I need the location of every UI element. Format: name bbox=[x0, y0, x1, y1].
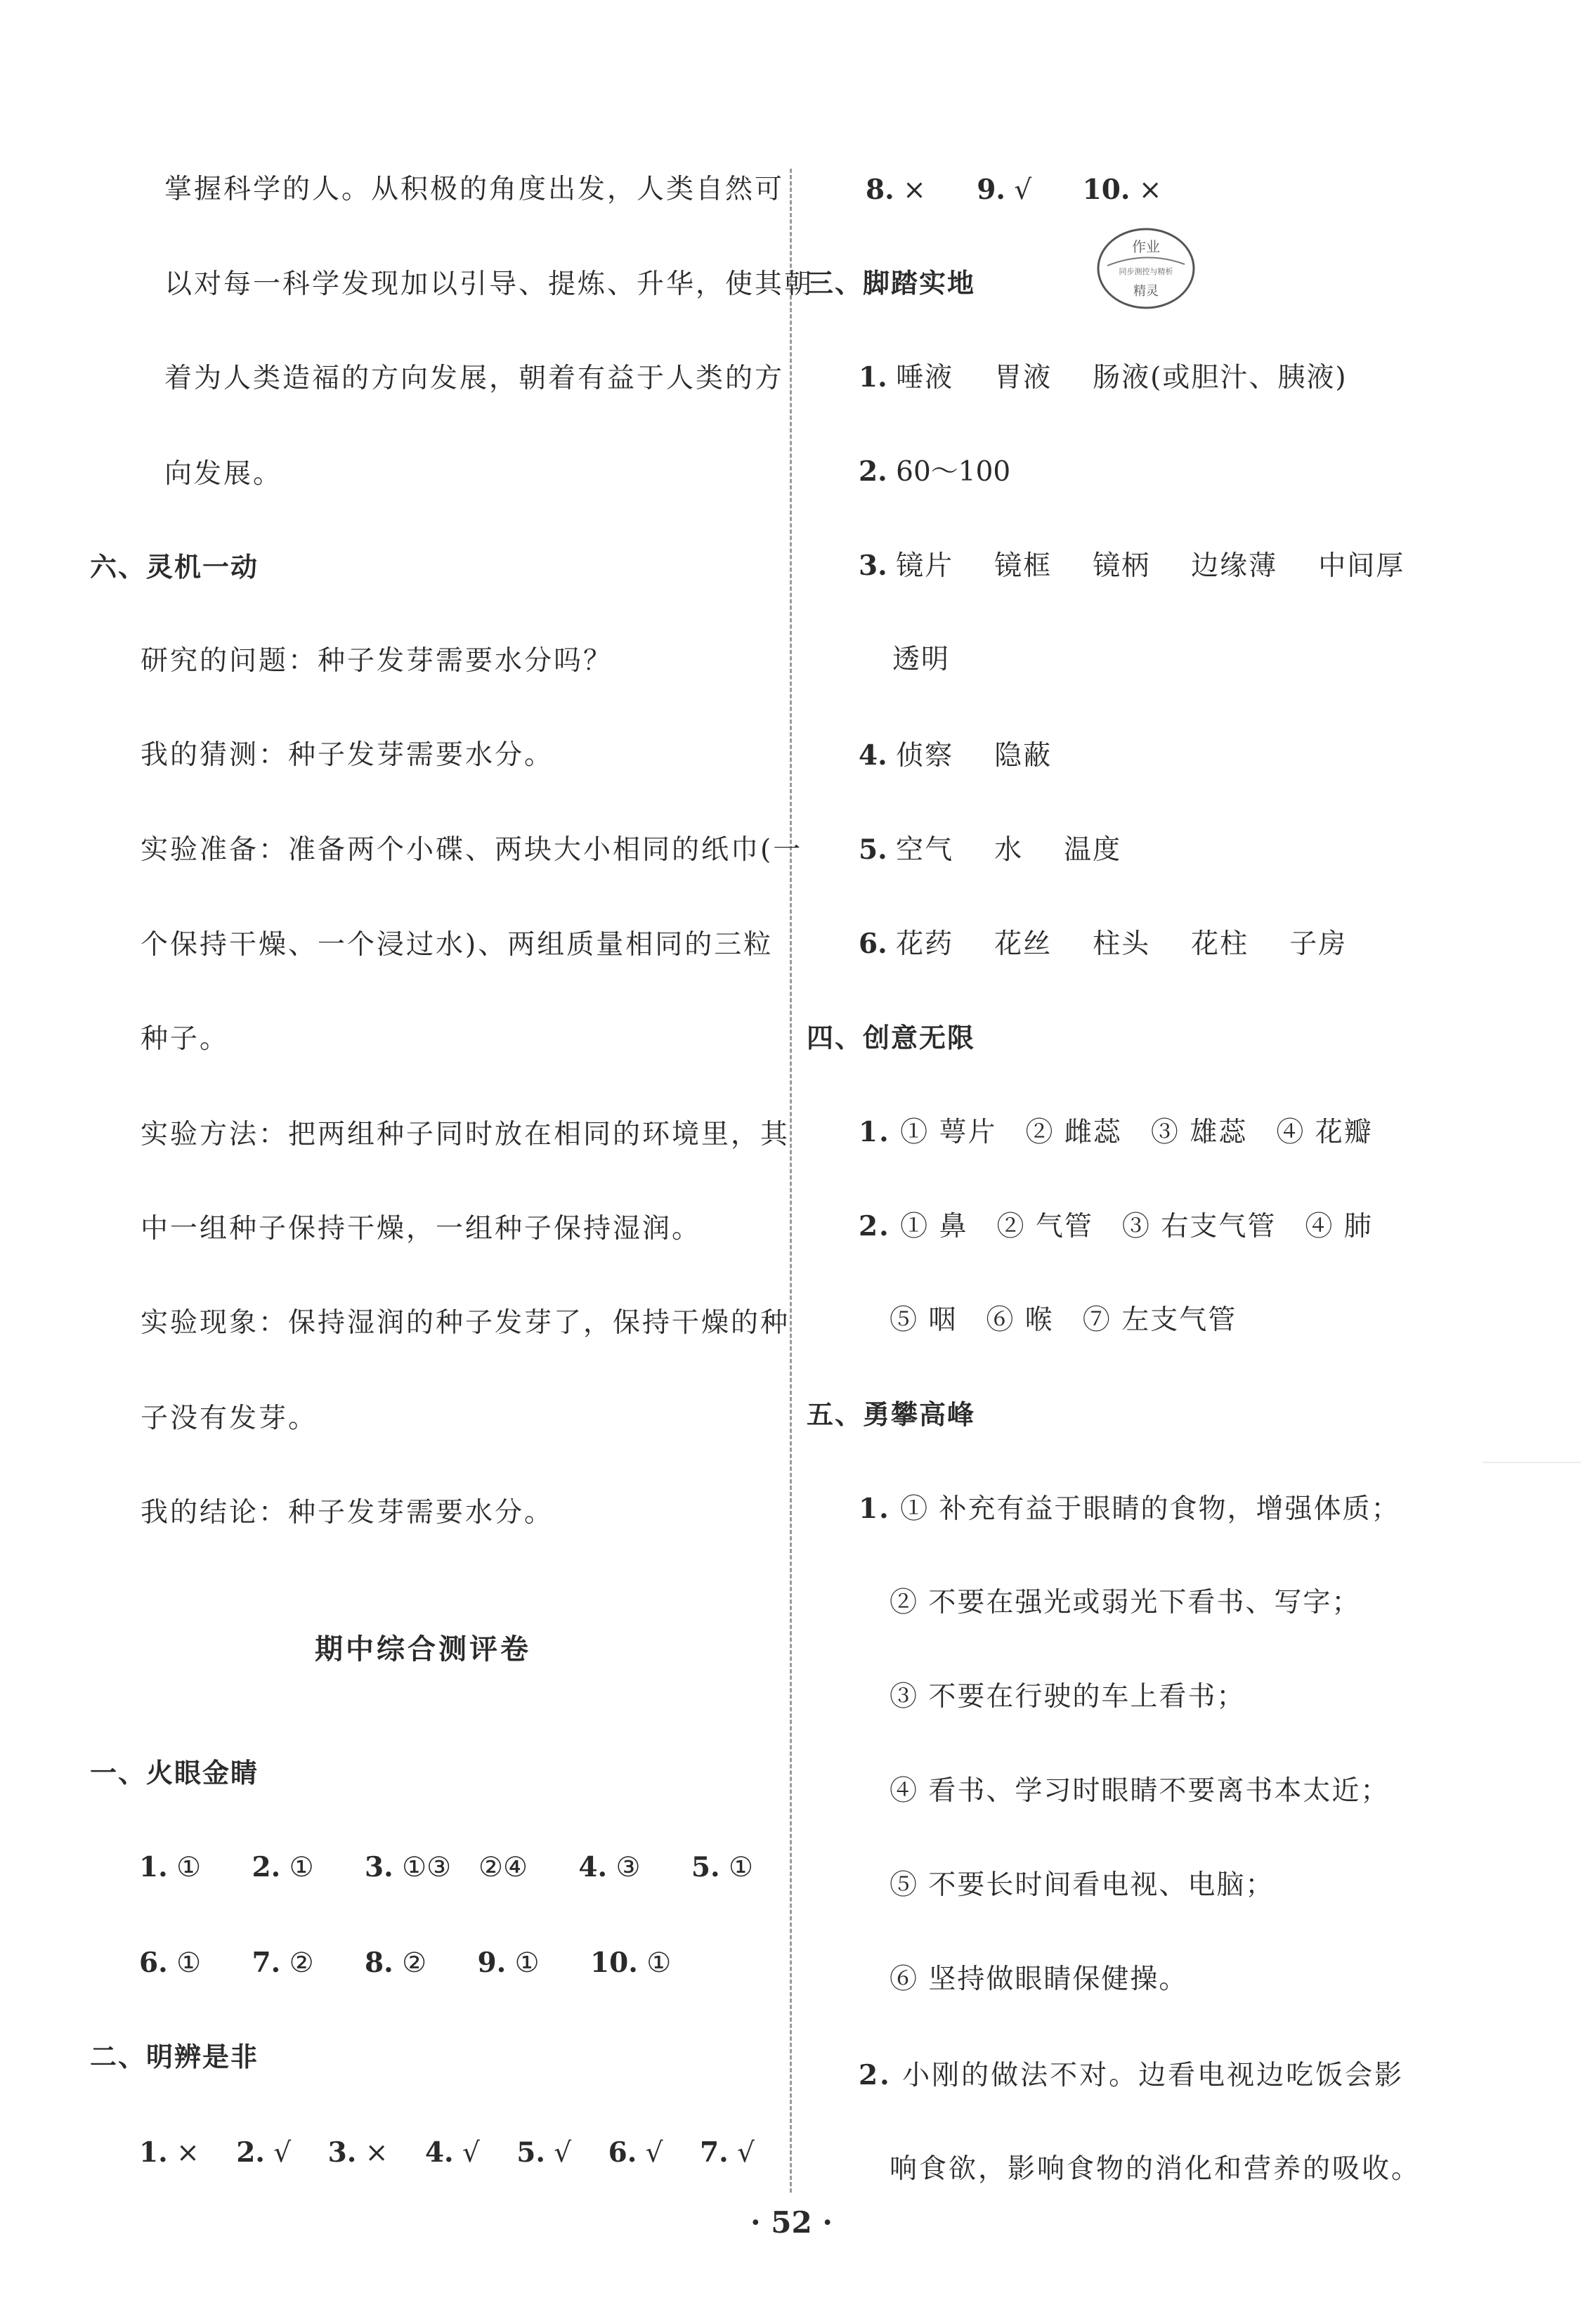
answer-word: 花药 bbox=[896, 928, 954, 960]
text-line: 中一组种子保持干燥，一组种子保持湿润。 bbox=[141, 1213, 702, 1245]
svg-text:精灵: 精灵 bbox=[1133, 284, 1159, 299]
answer-q4: 4. 侦察 隐蔽 bbox=[859, 736, 1052, 775]
section-heading-3: 三、脚踏实地 bbox=[807, 268, 976, 299]
answer-word: 边缘薄 bbox=[1191, 550, 1278, 582]
answer-item: 2. ① bbox=[252, 1851, 314, 1883]
answer-q2: 2. 60～100 bbox=[859, 455, 1011, 488]
answer-row bbox=[139, 1848, 753, 1887]
answer-item: 8. ② bbox=[365, 1947, 427, 1979]
answer-item: 10. × bbox=[1082, 174, 1162, 206]
answer-word: 花丝 bbox=[994, 928, 1053, 960]
answer-q6: 6. 花药 花丝 柱头 花柱 子房 bbox=[859, 925, 1347, 963]
answer-item: 2. √ bbox=[236, 2136, 292, 2169]
answer-line: ② 不要在强光或弱光下看书、写字； bbox=[890, 1587, 1361, 1618]
answer-item: 9. √ bbox=[977, 174, 1032, 206]
answer-item: 5. ① bbox=[691, 1851, 753, 1883]
answer-line: ⑥ 坚持做眼睛保健操。 bbox=[890, 1963, 1188, 1995]
answer-row bbox=[139, 1944, 671, 1982]
text-line: 实验方法：把两组种子同时放在相同的环境里，其 bbox=[141, 1119, 790, 1150]
answer-word: 镜框 bbox=[994, 550, 1053, 582]
answer-q3-cont: 透明 bbox=[892, 644, 951, 675]
text-line: 个保持干燥、一个浸过水)、两组质量相同的三粒 bbox=[141, 929, 774, 961]
answer-item: 8. × bbox=[866, 174, 926, 206]
section-heading-4: 四、创意无限 bbox=[807, 1023, 976, 1053]
answer-q2: 2. ① 鼻 ② 气管 ③ 右支气管 ④ 肺 bbox=[859, 1210, 1373, 1242]
text-line: 实验准备：准备两个小碟、两块大小相同的纸巾(一 bbox=[141, 834, 803, 866]
svg-text:作业: 作业 bbox=[1132, 238, 1160, 255]
answer-q5: 5. 空气 水 温度 bbox=[859, 831, 1121, 869]
text-line: 研究的问题：种子发芽需要水分吗？ bbox=[141, 645, 613, 677]
text-line: 子没有发芽。 bbox=[141, 1403, 318, 1434]
answer-word: 柱头 bbox=[1093, 928, 1151, 960]
answer-word: 花柱 bbox=[1191, 928, 1249, 960]
answer-word: 镜片 bbox=[896, 550, 954, 582]
answer-item: 4. √ bbox=[424, 2136, 480, 2169]
answer-q1: 1. ① 补充有益于眼睛的食物，增强体质； bbox=[859, 1493, 1400, 1525]
answer-item: 7. ② bbox=[252, 1947, 314, 1979]
section-heading-5: 五、勇攀高峰 bbox=[807, 1399, 976, 1430]
answer-word: 子房 bbox=[1289, 928, 1348, 960]
answer-item: 6. ① bbox=[139, 1947, 202, 1979]
answer-item: 7. √ bbox=[700, 2136, 755, 2169]
answer-word: 水 bbox=[994, 834, 1024, 866]
text-line: 以对每一科学发现加以引导、提炼、升华，使其朝 bbox=[164, 268, 814, 300]
answer-q2: 2. 小刚的做法不对。边看电视边吃饭会影 bbox=[859, 2059, 1405, 2091]
answer-row bbox=[866, 171, 1162, 209]
answer-word: 肠液(或胆汁、胰液) bbox=[1093, 362, 1348, 394]
answer-item: 3. ①③ ②④ bbox=[365, 1851, 528, 1883]
answer-item: 1. ① bbox=[139, 1851, 202, 1883]
answer-word: 隐蔽 bbox=[994, 740, 1053, 772]
answer-item: 5. √ bbox=[516, 2136, 572, 2169]
answer-item: 9. ① bbox=[477, 1947, 540, 1979]
answer-item: 10. ① bbox=[590, 1947, 672, 1979]
answer-word: 胃液 bbox=[994, 362, 1053, 394]
answer-word: 唾液 bbox=[896, 362, 954, 394]
answer-item: 6. √ bbox=[608, 2136, 663, 2169]
answer-line: ④ 看书、学习时眼睛不要离书本太近； bbox=[890, 1775, 1390, 1807]
answer-word: 温度 bbox=[1064, 834, 1122, 866]
text-line: 我的猜测：种子发芽需要水分。 bbox=[141, 739, 554, 771]
page-number: · 52 · bbox=[750, 2205, 833, 2240]
answer-word: 空气 bbox=[896, 834, 954, 866]
text-line: 我的结论：种子发芽需要水分。 bbox=[141, 1497, 554, 1528]
svg-text:同步测控与精析: 同步测控与精析 bbox=[1119, 267, 1173, 276]
text-line: 种子。 bbox=[141, 1023, 230, 1055]
section-heading-1: 一、火眼金睛 bbox=[90, 1758, 259, 1789]
answer-line: ③ 不要在行驶的车上看书； bbox=[890, 1681, 1246, 1713]
answer-word: 镜柄 bbox=[1093, 550, 1151, 582]
answer-line: ⑤ 不要长时间看电视、电脑； bbox=[890, 1869, 1275, 1901]
column-divider bbox=[790, 169, 792, 2193]
answer-item: 3. × bbox=[327, 2136, 389, 2169]
answer-q3: 3. 镜片 镜框 镜柄 边缘薄 中间厚 bbox=[859, 547, 1405, 585]
answer-word: 侦察 bbox=[896, 740, 954, 772]
answer-line: 响食欲，影响食物的消化和营养的吸收。 bbox=[890, 2153, 1421, 2185]
answer-item: 1. × bbox=[139, 2136, 200, 2169]
answer-word: 中间厚 bbox=[1318, 550, 1405, 582]
section-heading-2: 二、明辨是非 bbox=[90, 2041, 259, 2072]
answer-row bbox=[139, 2134, 755, 2172]
answer-q1: 1. ① 萼片 ② 雌蕊 ③ 雄蕊 ④ 花瓣 bbox=[859, 1116, 1373, 1148]
text-line: 掌握科学的人。从积极的角度出发，人类自然可 bbox=[164, 174, 785, 205]
text-line: 向发展。 bbox=[164, 458, 283, 490]
text-line: 实验现象：保持湿润的种子发芽了，保持干燥的种 bbox=[141, 1307, 790, 1339]
answer-item: 4. ③ bbox=[578, 1851, 641, 1883]
section-heading-6: 六、灵机一动 bbox=[90, 552, 259, 583]
text-line: 着为人类造福的方向发展，朝着有益于人类的方 bbox=[164, 363, 785, 394]
answer-q2-cont: ⑤ 咽 ⑥ 喉 ⑦ 左支气管 bbox=[890, 1304, 1237, 1336]
scan-artifact-line bbox=[1483, 1462, 1581, 1463]
publisher-stamp-logo bbox=[1093, 222, 1199, 313]
answer-q1: 1. 唾液 胃液 肠液(或胆汁、胰液) bbox=[859, 358, 1348, 397]
exam-title: 期中综合测评卷 bbox=[315, 1633, 531, 1666]
